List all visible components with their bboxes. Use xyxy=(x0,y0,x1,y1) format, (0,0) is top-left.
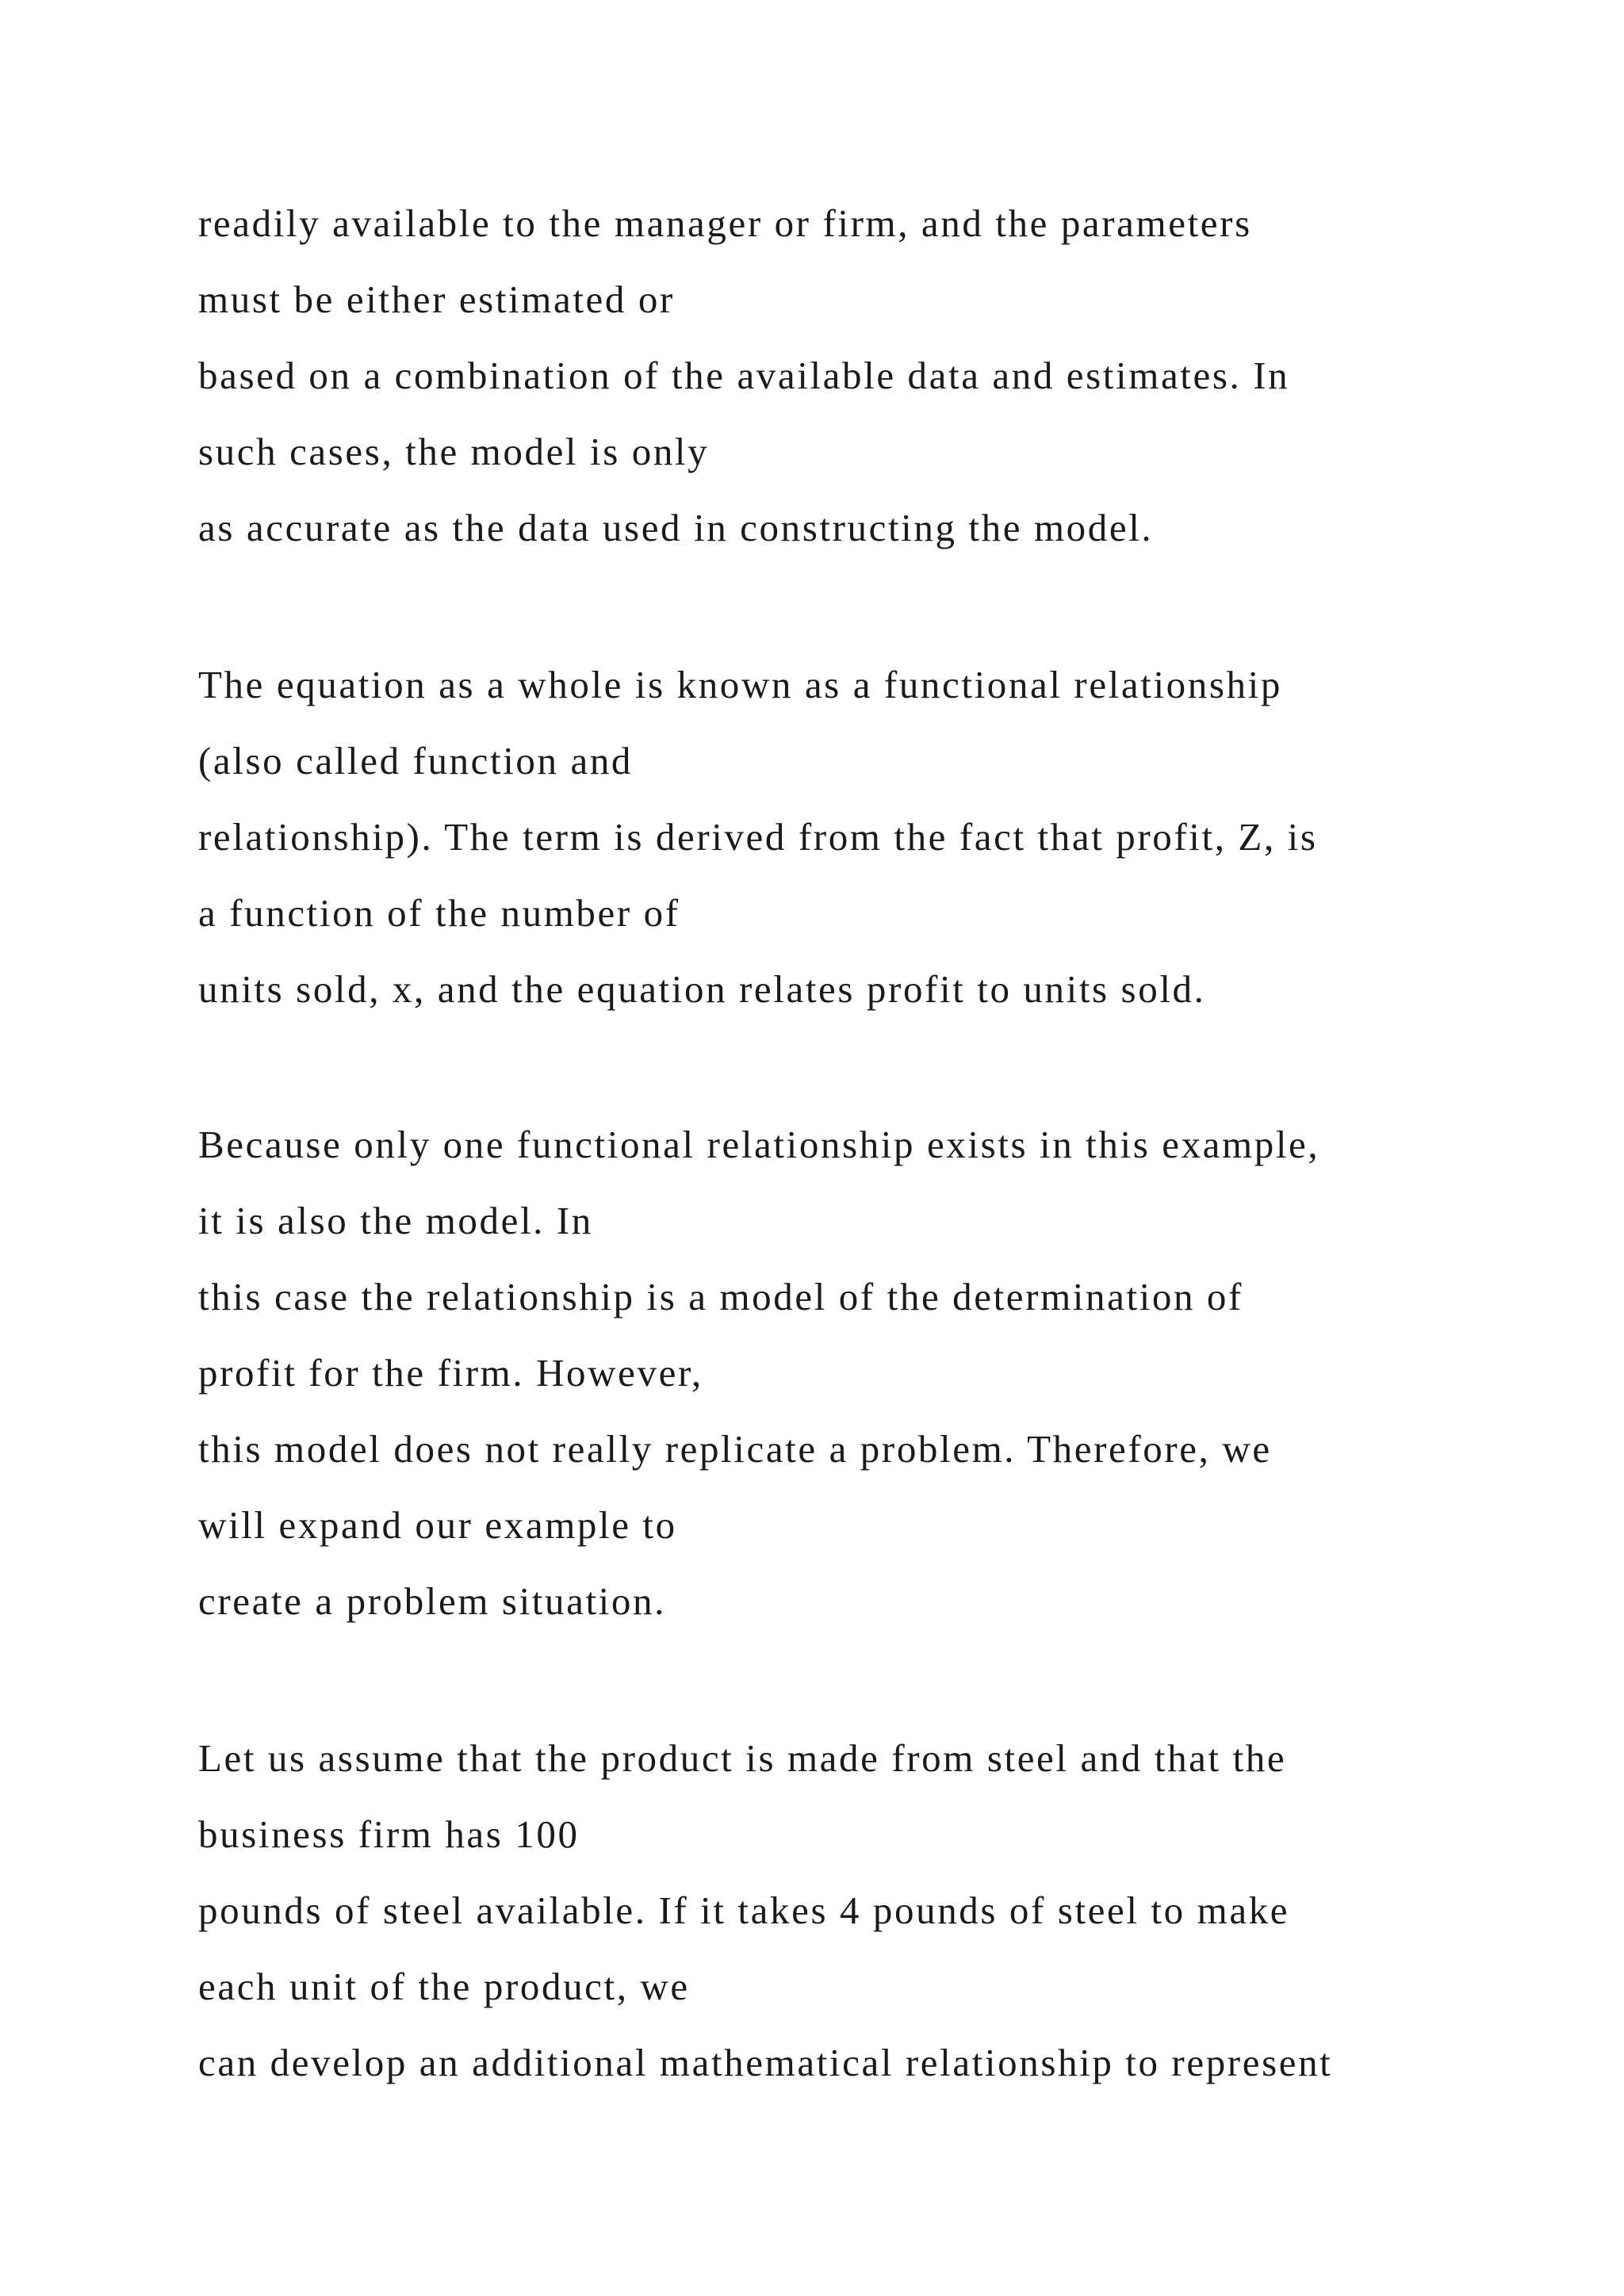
text-line: business firm has 100 xyxy=(198,1812,580,1856)
text-line: The equation as a whole is known as a functional relationship xyxy=(198,663,1282,706)
text-line: pounds of steel available. If it takes 4 pounds of steel to make xyxy=(198,1888,1290,1932)
text-line: relationship). The term is derived from the fact that profit, Z, is xyxy=(198,815,1318,859)
text-line: each unit of the product, we xyxy=(198,1965,690,2008)
text-line: this model does not really replicate a problem. Therefore, we xyxy=(198,1427,1272,1471)
text-line: profit for the firm. However, xyxy=(198,1351,703,1395)
text-line: can develop an additional mathematical relationship to represent xyxy=(198,2041,1333,2084)
paragraph-model-problem xyxy=(198,1107,1546,1640)
text-line: it is also the model. In xyxy=(198,1199,593,1242)
text-line: Because only one functional relationship exists in this example, xyxy=(198,1123,1320,1166)
paragraph-steel-example xyxy=(198,1720,1546,2101)
paragraph-parameters-estimated xyxy=(198,186,1546,566)
text-line: readily available to the manager or firm, and the parameters xyxy=(198,201,1252,245)
text-line: as accurate as the data used in constructing the model. xyxy=(198,506,1154,549)
text-line: such cases, the model is only xyxy=(198,430,710,473)
text-line: must be either estimated or xyxy=(198,277,675,321)
text-line: Let us assume that the product is made from steel and that the xyxy=(198,1736,1287,1780)
text-line: units sold, x, and the equation relates profit to units sold. xyxy=(198,967,1206,1011)
paragraph-functional-relationship xyxy=(198,647,1546,1027)
text-line: will expand our example to xyxy=(198,1503,677,1547)
text-line: (also called function and xyxy=(198,739,634,783)
text-line: a function of the number of xyxy=(198,891,680,935)
text-line: based on a combination of the available data and estimates. In xyxy=(198,354,1290,397)
text-line: this case the relationship is a model of the determination of xyxy=(198,1275,1243,1318)
text-line: create a problem situation. xyxy=(198,1579,666,1623)
